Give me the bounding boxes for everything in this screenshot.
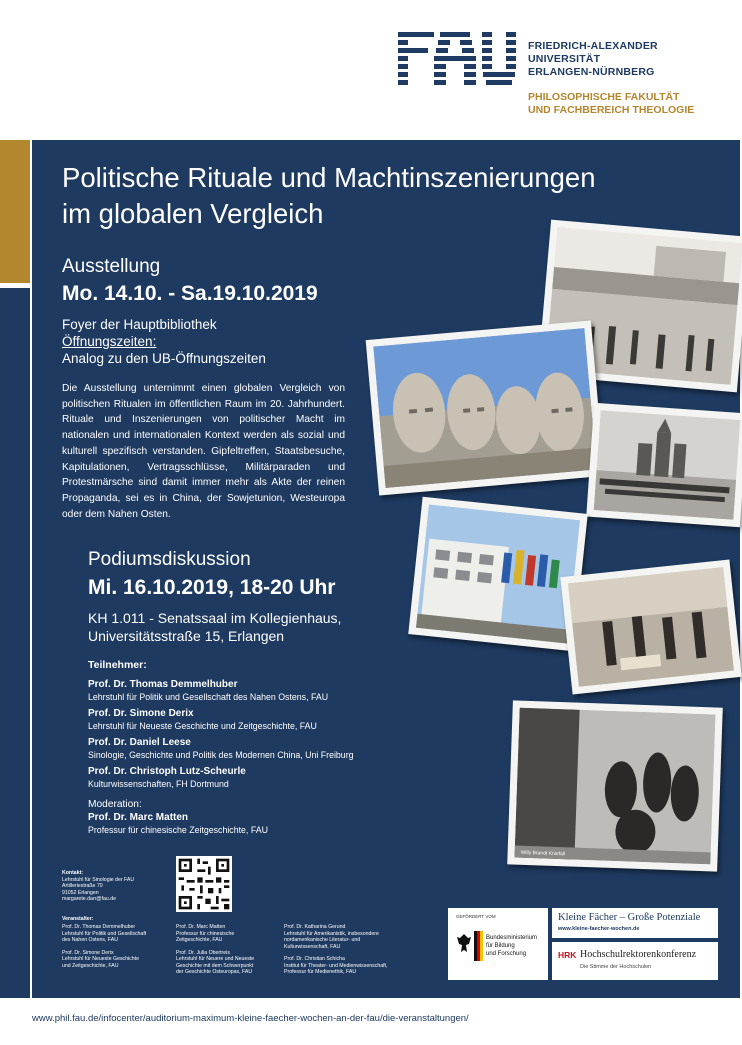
- organizer-line: Professur für Medienethik, FAU: [284, 969, 357, 975]
- exhibition-heading: Ausstellung: [62, 256, 161, 277]
- opening-hours-label: Öffnungszeiten:: [62, 334, 157, 349]
- flag-gold: [480, 931, 483, 961]
- opening-hours-value: Analog zu den UB-Öffnungszeiten: [62, 351, 266, 366]
- contact-block: [62, 870, 152, 903]
- panel-address: Universitätsstraße 15, Erlangen: [88, 628, 285, 644]
- navy-accent-bar: [0, 288, 30, 998]
- uni-line2: UNIVERSITÄT: [528, 53, 601, 65]
- bmbf-logo: [448, 908, 548, 980]
- photo-flags: [408, 497, 588, 652]
- participant-2: [88, 707, 428, 732]
- organizer-line: Lehrstuhl für Neuere und Neueste: [176, 956, 255, 962]
- faculty-line1: PHILOSOPHISCHE FAKULTÄT: [528, 91, 680, 103]
- hrk-tagline: Die Stimme der Hochschulen: [580, 964, 652, 970]
- organizer-line: Zeitgeschichte, FAU: [176, 937, 223, 943]
- bmbf-line1: Bundesministerium: [486, 935, 538, 941]
- contact-label: Kontakt:: [62, 870, 84, 876]
- kf-url[interactable]: www.kleine-faecher-wochen.de: [558, 926, 640, 932]
- qr-code[interactable]: [176, 856, 232, 912]
- uni-line3: ERLANGEN-NÜRNBERG: [528, 66, 655, 78]
- organizers-col3: [284, 924, 414, 976]
- organizers-col2: [176, 924, 286, 976]
- participant-affiliation: Lehrstuhl für Neueste Geschichte und Zeitgeschichte, FAU: [88, 721, 317, 731]
- participant-affiliation: Lehrstuhl für Politik und Gesellschaft des Nahen Ostens, FAU: [88, 692, 329, 702]
- organizers-label: Veranstalter:: [62, 916, 94, 922]
- organizer-line: nordamerikanische Literatur- und: [284, 937, 361, 943]
- photo-caption: Willy Brandt Kniefall: [520, 849, 566, 858]
- panel-room: KH 1.011 - Senatssaal im Kollegienhaus,: [88, 610, 342, 626]
- footer-url[interactable]: www.phil.fau.de/infocenter/auditorium-maximum-kleine-faecher-wochen-an-der-fau/die-veranstaltungen/: [32, 1013, 469, 1024]
- participant-name: Prof. Dr. Christoph Lutz-Scheurle: [88, 766, 246, 777]
- exhibition-description: Die Ausstellung unternimmt einen globalen Vergleich von politischen Ritualen im öffentlichen Raum im 20. Jahrhundert. Rituale und Inszenierungen von politischer Macht im nationalen und internationalen Kontext werden als sozial und kulturell spezifisch verstanden. Gipfeltreffen, Staatsbesuche, Kapitulationen, Vertragsschlüsse, Militärparaden und Protestmärsche sind damit immer mehr als Akte der reinen Propaganda, sei es in China, der Sowjetunion, Westeuropa oder dem Nahen Osten.: [62, 383, 345, 520]
- gold-accent-bar: [0, 140, 30, 283]
- photo-rushmore: [366, 320, 605, 495]
- participant-affiliation: Sinologie, Geschichte und Politik des Modernen China, Uni Freiburg: [88, 750, 354, 760]
- kf-title: Kleine Fächer – Große Potenziale: [558, 912, 701, 923]
- photo-moscow: [586, 403, 742, 527]
- hrk-mark: HRK: [558, 950, 577, 960]
- hrk-logo: [552, 942, 718, 980]
- exhibition-dates: Mo. 14.10. - Sa.19.10.2019: [62, 282, 318, 305]
- moderator-affiliation: Professur für chinesische Zeitgeschichte, FAU: [88, 825, 268, 835]
- participants-label: Teilnehmer:: [88, 659, 147, 671]
- bmbf-line3: und Forschung: [486, 951, 527, 957]
- organizer-line: Kulturwissenschaft, FAU: [284, 943, 341, 950]
- bmbf-pre: GEFÖRDERT VOM: [456, 914, 496, 919]
- contact-email[interactable]: margarete.darr@fau.de: [62, 896, 116, 902]
- bmbf-line2: für Bildung: [486, 943, 515, 949]
- contact-line: Lehrstuhl für Sinologie der FAU: [62, 876, 135, 883]
- moderator: [88, 811, 428, 836]
- panel-heading: Podiumsdiskussion: [88, 549, 251, 570]
- title-line2: im globalen Vergleich: [62, 198, 324, 229]
- organizer-line: Lehrstuhl für Amerikanistik, insbesondere: [284, 930, 379, 937]
- participant-name: Prof. Dr. Daniel Leese: [88, 737, 191, 748]
- exhibition-location: Foyer der Hauptbibliothek: [62, 317, 217, 332]
- organizer-line: der Geschichte Osteuropas, FAU: [176, 969, 253, 975]
- organizer-line: Institut für Theater- und Medienwissenschaft,: [284, 962, 388, 969]
- participant-1: [88, 678, 428, 703]
- panel-datetime: Mi. 16.10.2019, 18-20 Uhr: [88, 576, 336, 599]
- hrk-name: Hochschulrektorenkonferenz: [580, 949, 697, 960]
- participant-3: [88, 736, 428, 761]
- organizer-line: und Zeitgeschichte, FAU: [62, 962, 119, 969]
- organizer-line: Prof. Dr. Katharina Gerund: [284, 924, 346, 930]
- eagle-icon: [456, 932, 472, 960]
- organizer-line: Prof. Dr. Simone Derix: [62, 949, 114, 956]
- moderation-label: Moderation:: [88, 799, 142, 810]
- moderator-name: Prof. Dr. Marc Matten: [88, 812, 189, 823]
- university-name: [528, 40, 658, 79]
- organizer-line: des Nahen Ostens, FAU: [62, 937, 118, 943]
- participant-4: [88, 765, 428, 790]
- organizer-line: Geschichte mit dem Schwerpunkt: [176, 962, 254, 969]
- participant-name: Prof. Dr. Simone Derix: [88, 708, 194, 719]
- organizer-line: Prof. Dr. Marc Matten: [176, 924, 226, 930]
- photo-kneeling: [507, 700, 723, 871]
- organizer-line: Prof. Dr. Thomas Demmelhuber: [62, 924, 136, 930]
- contact-line: Artilleriestraße 70: [62, 883, 103, 889]
- poster-title: [62, 160, 722, 232]
- organizers-col1: [62, 924, 172, 969]
- fau-logo: [398, 32, 518, 88]
- participant-affiliation: Kulturwissenschaften, FH Dortmund: [88, 779, 229, 789]
- organizer-line: Prof. Dr. Julia Obertreis: [176, 949, 230, 956]
- organizer-line: Prof. Dr. Christian Schicha: [284, 956, 345, 962]
- faculty-line2: UND FACHBEREICH THEOLOGIE: [528, 104, 695, 116]
- title-line1: Politische Rituale und Machtinszenierungen: [62, 162, 596, 193]
- contact-line: 91052 Erlangen: [62, 889, 99, 896]
- organizer-line: Lehrstuhl für Neueste Geschichte: [62, 956, 139, 962]
- participant-name: Prof. Dr. Thomas Demmelhuber: [88, 679, 238, 690]
- faculty-name: [528, 91, 694, 117]
- organizer-line: Lehrstuhl für Politik und Gesellschaft: [62, 930, 147, 937]
- bmbf-name: [486, 934, 537, 958]
- uni-line1: FRIEDRICH-ALEXANDER: [528, 40, 658, 52]
- kleine-faecher-logo: [552, 908, 718, 938]
- organizer-line: Professur für chinesische: [176, 930, 235, 937]
- photo-ceremony: [560, 559, 741, 694]
